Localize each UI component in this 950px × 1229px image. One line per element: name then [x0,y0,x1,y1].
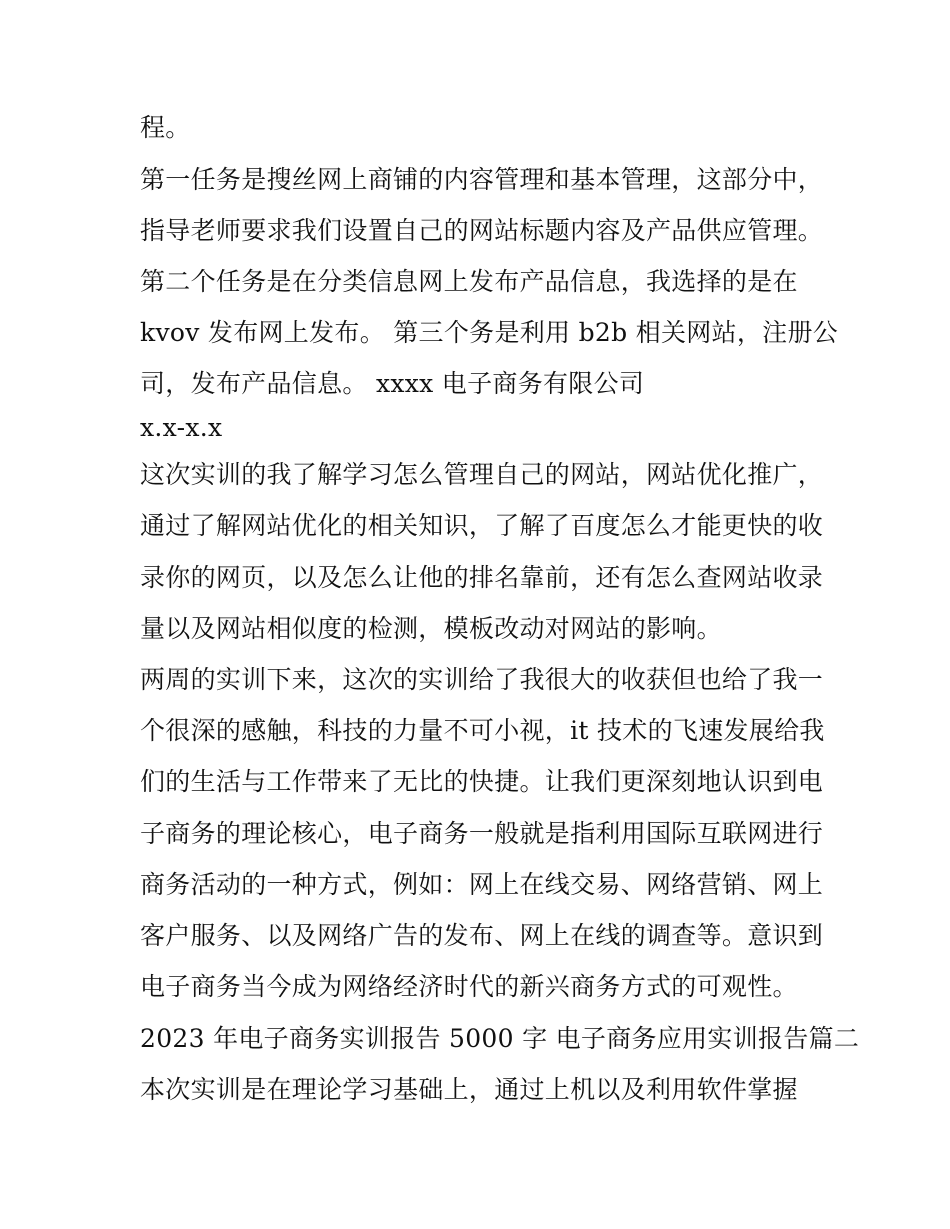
paragraph-line: 录你的网页，以及怎么让他的排名靠前，还有怎么查网站收录 [140,563,824,592]
paragraph-line: 客户服务、以及网络广告的发布、网上在线的调查等。意识到 [140,921,824,950]
paragraph-line: 通过了解网站优化的相关知识，了解了百度怎么才能更快的收 [140,511,824,540]
paragraph-line: 电子商务当今成为网络经济时代的新兴商务方式的可观性。 [140,972,798,1001]
paragraph-line: 两周的实训下来，这次的实训给了我很大的收获但也给了我一 [140,665,824,694]
section-heading-line: 2023 年电子商务实训报告 5000 字 电子商务应用实训报告篇二 [140,1024,860,1053]
paragraph-line: 指导老师要求我们设置自己的网站标题内容及产品供应管理。 [140,216,824,245]
paragraph-line: 程。 [140,113,191,142]
paragraph-line: 这次实训的我了解学习怎么管理自己的网站，网站优化推广， [140,460,824,489]
paragraph-line: 个很深的感触，科技的力量不可小视，it 技术的飞速发展给我 [140,716,825,745]
paragraph-line: kvov 发布网上发布。 第三个务是利用 b2b 相关网站，注册公 [140,318,839,347]
paragraph-line: 商务活动的一种方式，例如：网上在线交易、网络营销、网上 [140,870,824,899]
paragraph-line: 们的生活与工作带来了无比的快捷。让我们更深刻地认识到电 [140,767,824,796]
paragraph-line: 量以及网站相似度的检测，模板改动对网站的影响。 [140,614,722,643]
date-line: x.x-x.x [140,413,223,442]
paragraph-line: 本次实训是在理论学习基础上，通过上机以及利用软件掌握 [140,1075,798,1104]
paragraph-line: 第一任务是搜丝网上商铺的内容管理和基本管理，这部分中， [140,165,824,194]
paragraph-line: 司，发布产品信息。 xxxx 电子商务有限公司 [140,369,645,398]
paragraph-line: 子商务的理论核心，电子商务一般就是指利用国际互联网进行 [140,819,824,848]
paragraph-line: 第二个任务是在分类信息网上发布产品信息，我选择的是在 [140,267,798,296]
